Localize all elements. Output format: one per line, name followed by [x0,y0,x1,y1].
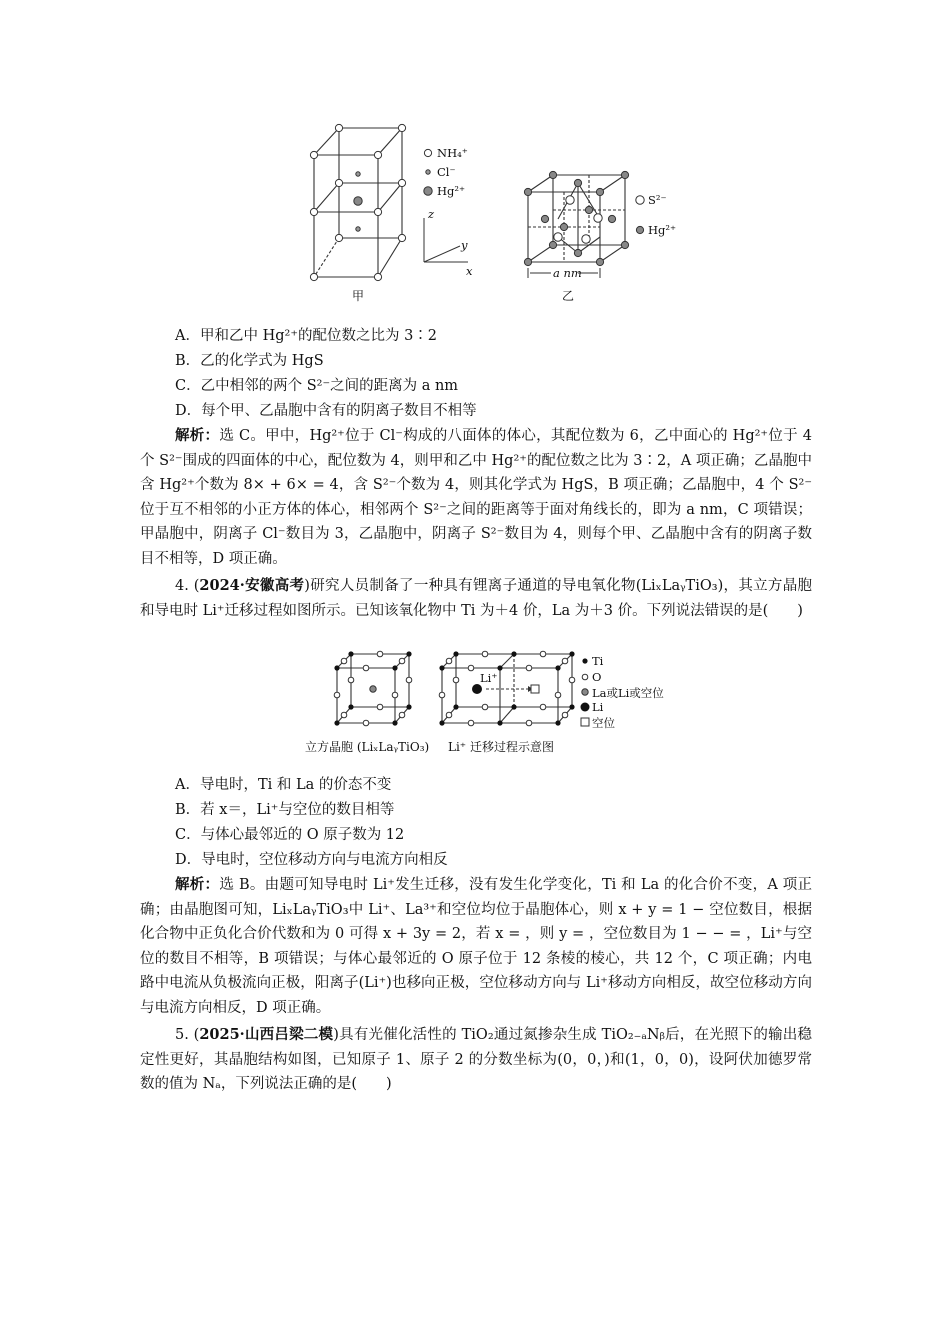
legend-vacancy: 空位 [592,716,615,730]
axis-y: y [461,238,468,252]
q3-option-a: A．甲和乙中 Hg²⁺的配位数之比为 3∶2 [175,328,438,344]
q5-stem-text: )具有光催化活性的 TiO₂通过氮掺杂生成 TiO₂₋ₐNᵦ后，在光照下的输出稳定性更好，其晶胞结构如图，已知原子 1、原子 2 的分数坐标为(0，0，)和(1，0，0)，设阿伏加德罗常数的值为 Nₐ，下列说法正确的是( ) [140,1027,813,1092]
q4-option-c: C．与体心最邻近的 O 原子数为 12 [175,827,405,843]
fig-caption-right: Li⁺ 迁移过程示意图 [448,740,554,754]
axis-x: x [466,264,473,278]
q5-number: 5. ( [175,1027,200,1043]
analysis-label: 解析： [175,427,220,444]
q4-option-d: D．导电时，空位移动方向与电流方向相反 [175,852,448,868]
legend-o: O [592,670,602,684]
axis-z: z [428,207,435,221]
q4-stem-text: )研究人员制备了一种具有锂离子通道的导电氧化物(LiₓLaᵧTiO₃)，其立方晶胞和导电时 Li⁺迁移过程如图所示。已知该氧化物中 Ti 为＋4 价，La 为＋3 价。下列说法错误的是( ) [140,578,813,619]
legend-cl: Cl⁻ [437,165,456,179]
legend-ti: Ti [592,654,604,668]
q3-option-c: C．乙中相邻的两个 S²⁻之间的距离为 a nm [175,378,459,394]
q4-number: 4. ( [175,578,200,594]
legend-hg-right: Hg²⁺ [648,223,677,237]
label-jia: 甲 [352,289,365,303]
q3-option-b: B．乙的化学式为 HgS [175,353,324,369]
q4-analysis [140,873,812,1020]
q5-stem [140,1023,812,1097]
q4-option-a: A．导电时，Ti 和 La 的价态不变 [175,777,392,793]
q3-option-d: D．每个甲、乙晶胞中含有的阴离子数目不相等 [175,403,477,419]
q5-source: 2025·山西吕梁二模 [199,1026,334,1043]
legend-hg-left: Hg²⁺ [437,184,466,198]
legend-s: S²⁻ [648,193,667,207]
label-yi: 乙 [562,289,575,303]
analysis-label: 解析： [175,876,220,893]
fig-li-label: Li⁺ [480,671,498,685]
legend-nh4: NH₄⁺ [437,146,468,160]
legend-li: Li [592,700,604,714]
q4-analysis-text: 选 B。由题可知导电时 Li⁺发生迁移，没有发生化学变化，Ti 和 La 的化合价不变，A 项正确；由晶胞图可知，LiₓLaᵧTiO₃中 Li⁺、La³⁺和空位均位于晶胞体心，则 x + y = 1 − 空位数目，根据化合物中正负化合价代数和为 0 可得 x + 3y = 2，若 x = ，则 y = ，空位数目为 1 − − = ，Li⁺与空位的数目不相等，B 项错误；与体心最邻近的 O 原子位于 12 条棱的棱心，共 12 个，C 项正确；内电路中电流从负极流向正极，阳离子(Li⁺)也移向正极，空位移动方向与 Li⁺移动方向相反，故空位移动方向与电流方向相反，D 项正确。 [140,877,813,1016]
legend-la-li-vacancy: La或Li或空位 [592,686,664,700]
q4-option-b: B．若 x＝，Li⁺与空位的数目相等 [175,802,395,818]
fig-caption-left: 立方晶胞 (LiₓLaᵧTiO₃) [305,740,430,754]
q3-analysis-text: 选 C。甲中，Hg²⁺位于 Cl⁻构成的八面体的体心，其配位数为 6，乙中面心的 Hg²⁺位于 4 个 S²⁻围成的四面体的中心，配位数为 4，则甲和乙中 Hg²⁺的配位数之比为 3∶2，A 项正确；乙晶胞中含 Hg²⁺个数为 8× + 6× = 4，含 S²⁻个数为 4，则其化学式为 HgS，B 项正确；乙晶胞中，4 个 S²⁻位于互不相邻的小正方体的体心，相邻两个 S²⁻之间的距离等于面对角线长的，即为 a nm，C 项错误；甲晶胞中，阴离子 Cl⁻数目为 3，乙晶胞中，阴离子 S²⁻数目为 4，则每个甲、乙晶胞中含有的阴离子数目不相等，D 项正确。 [140,428,813,567]
dimension-label: a nm [553,266,582,280]
q4-source: 2024·安徽高考 [199,577,305,594]
